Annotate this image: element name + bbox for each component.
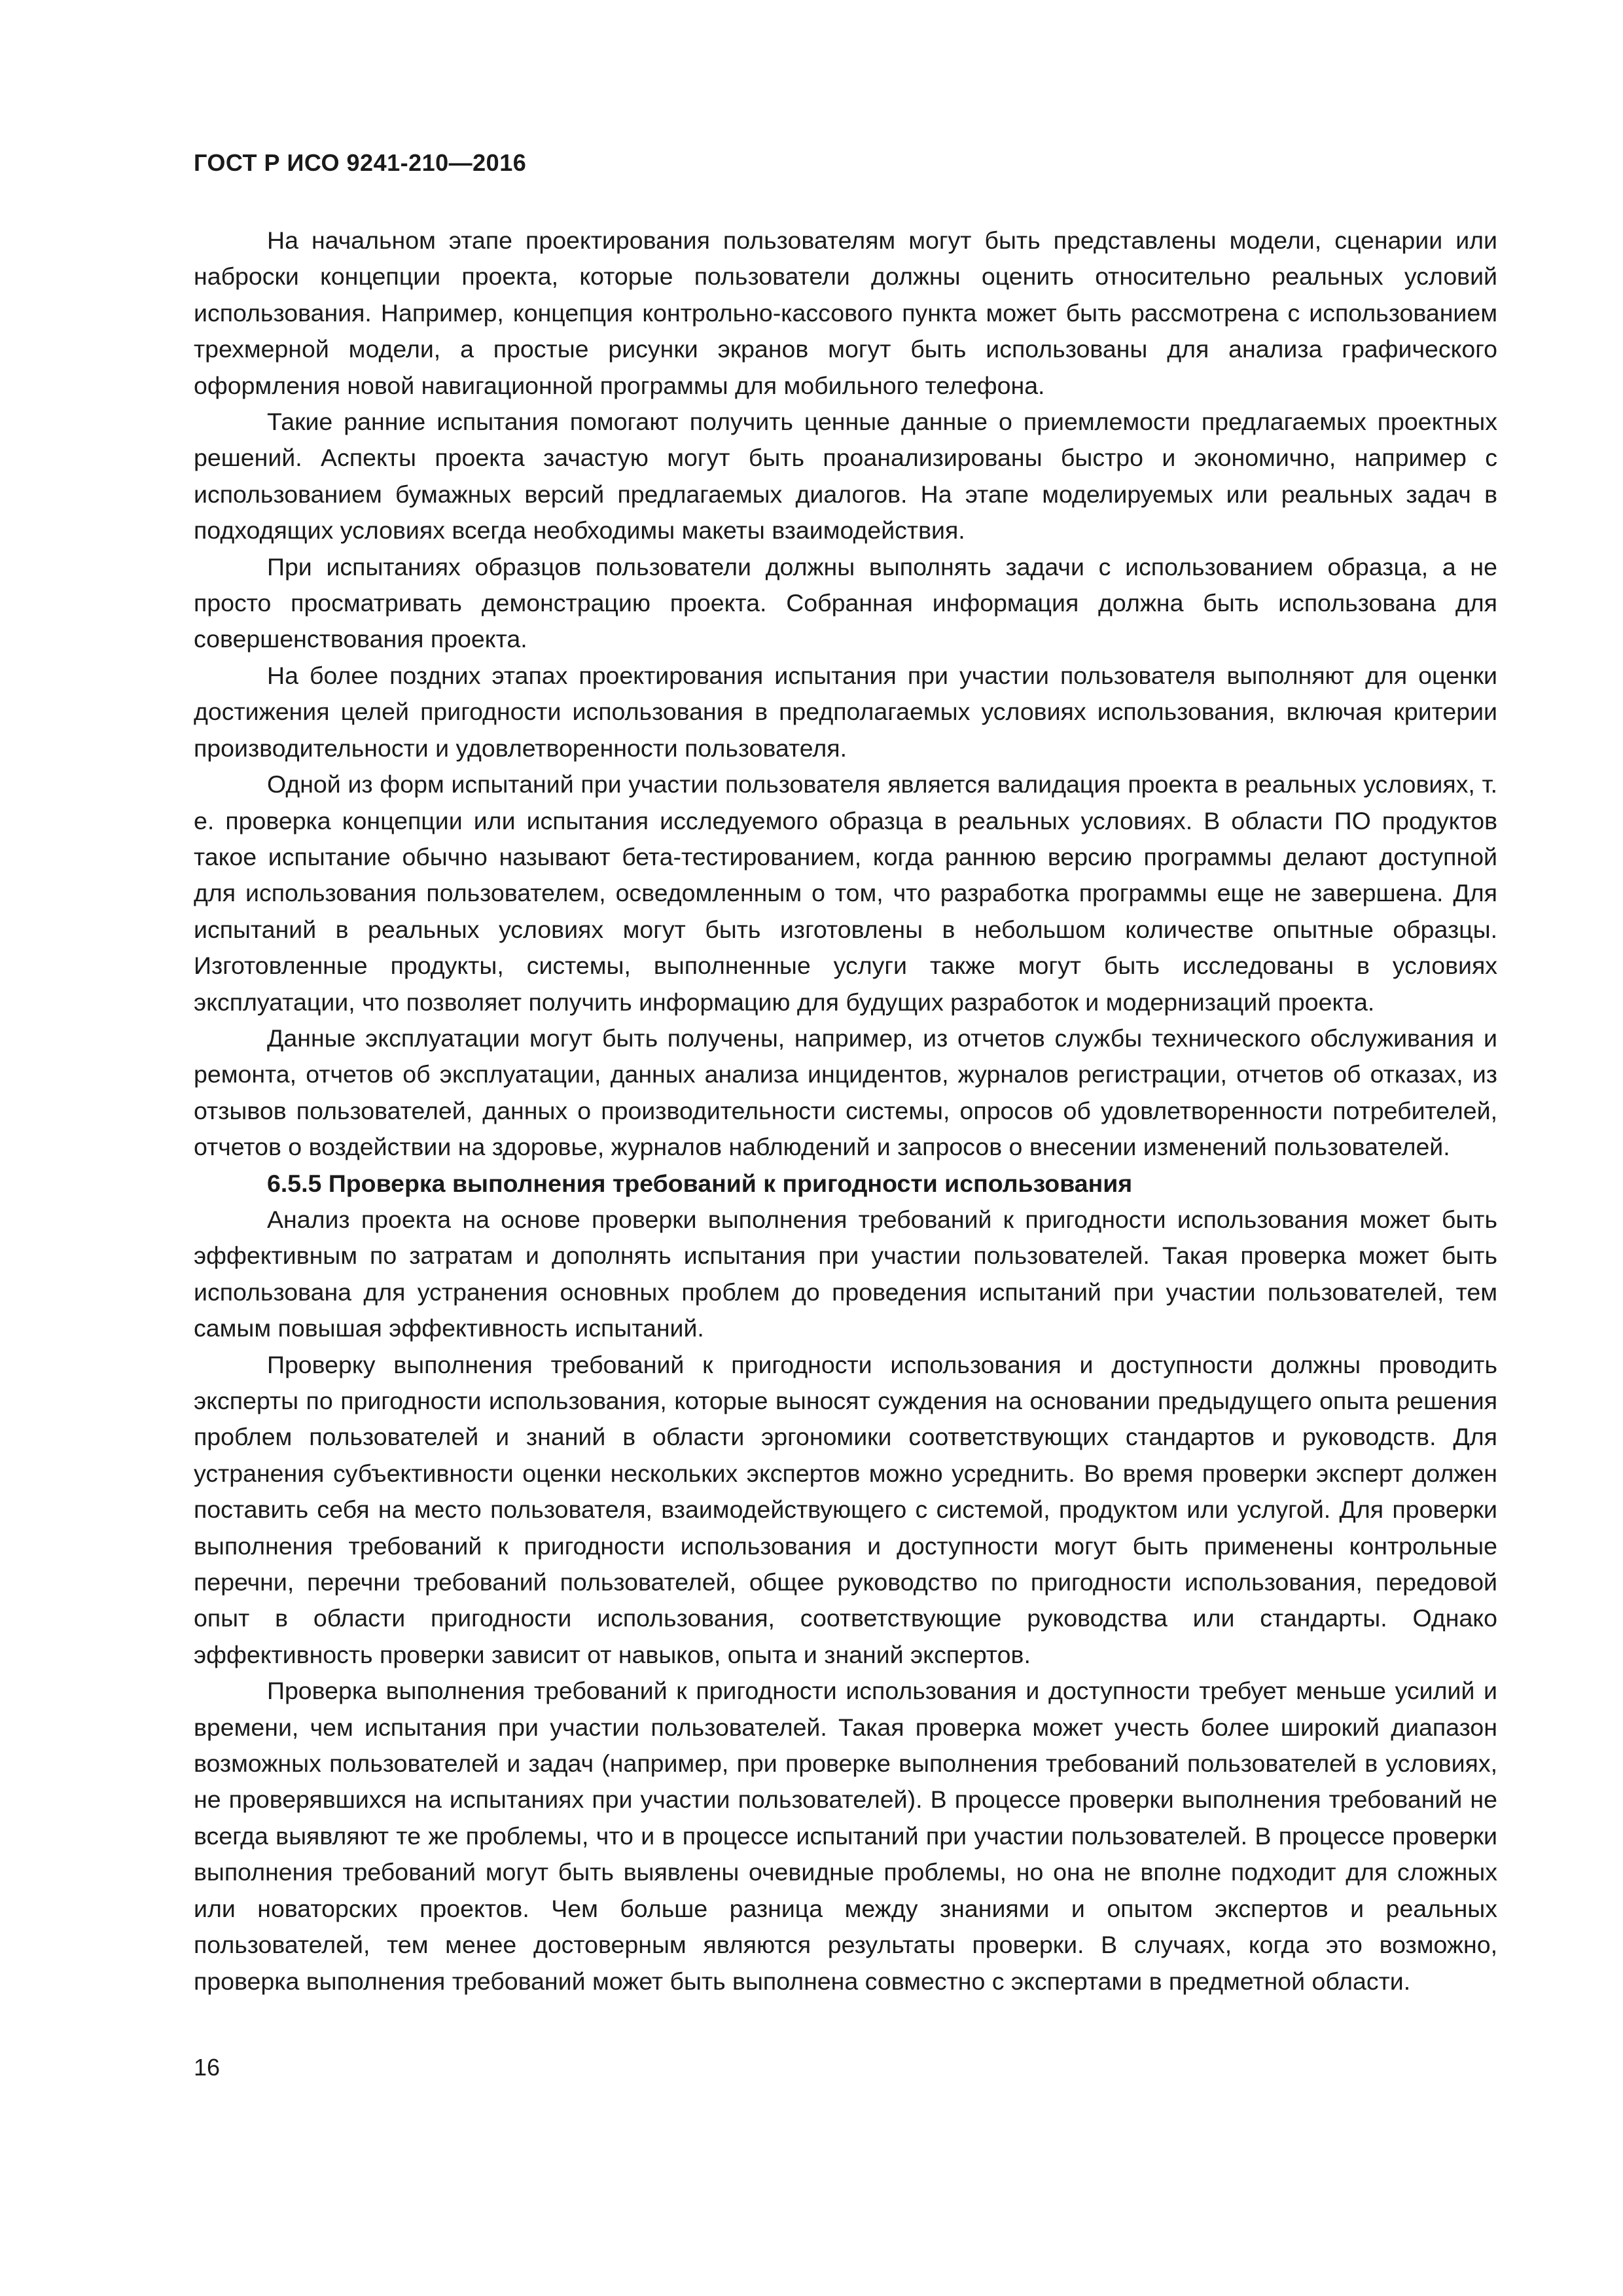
body-paragraph: При испытаниях образцов пользователи должны выполнять задачи с использованием образца, а не просто просматривать демонстрацию проекта. Собранная информация должна быть использована для совершенствования проекта. bbox=[194, 552, 1497, 653]
section-heading: 6.5.5 Проверка выполнения требований к пригодности использования bbox=[267, 1169, 1133, 1197]
body-paragraph: Такие ранние испытания помогают получить ценные данные о приемлемости предлагаемых проектных решений. Аспекты проекта зачастую могут быть проанализированы быстро и экономично, например с использованием бумажных версий предлагаемых диалогов. На этапе моделируемых или реальных задач в подходящих условиях всегда необходимы макеты взаимодействия. bbox=[194, 408, 1497, 545]
body-paragraph: Данные эксплуатации могут быть получены, например, из отчетов службы технического обслуживания и ремонта, отчетов об эксплуатации, данных анализа инцидентов, журналов регистрации, отчетов об отказах, из отзывов пользователей, данных о производительности системы, опросов об удовлетворенности потребителей, отчетов о воздействии на здоровье, журналов наблюдений и запросов о внесении изменений пользователей. bbox=[194, 1024, 1497, 1161]
section-paragraph: Анализ проекта на основе проверки выполнения требований к пригодности использования может быть эффективным по затратам и дополнять испытания при участии пользователей. Такая проверка может быть использована для устранения основных проблем до проведения испытаний при участии пользователей, тем самым повышая эффективность испытаний. bbox=[194, 1205, 1497, 1342]
section-paragraph: Проверка выполнения требований к пригодности использования и доступности требует меньше усилий и времени, чем испытания при участии пользователей. Такая проверка может учесть более широкий диапазон возможных пользователей и задач (например, при проверке выполнения требований пользователей в условиях, не проверявшихся на испытаниях при участии пользователей). В процессе проверки выполнения требований не всегда выявляют те же проблемы, что и в процессе испытаний при участии пользователей. В процессе проверки выполнения требований могут быть выявлены очевидные проблемы, но она не вполне подходит для сложных или новаторских проектов. Чем больше разница между знаниями и опытом экспертов и реальных пользователей, тем менее достоверным являются результаты проверки. В случаях, когда это возможно, проверка выполнения требований может быть выполнена совместно с экспертами в предметной области. bbox=[194, 1677, 1497, 1995]
body-paragraph: На более поздних этапах проектирования испытания при участии пользователя выполняют для оценки достижения целей пригодности использования в предполагаемых условиях использования, включая критерии производительности и удовлетворенности пользователя. bbox=[194, 661, 1497, 762]
section-paragraph: Проверку выполнения требований к пригодности использования и доступности должны проводить эксперты по пригодности использования, которые выносят суждения на основании предыдущего опыта решения проблем пользователей и знаний в области эргономики соответствующих стандартов и руководств. Для устранения субъективности оценки нескольких экспертов можно усреднить. Во время проверки эксперт должен поставить себя на место пользователя, взаимодействующего с системой, продуктом или услугой. Для проверки выполнения требований к пригодности использования и доступности могут быть применены контрольные перечни, перечни требований пользователей, общее руководство по пригодности использования, передовой опыт в области пригодности использования, соответствующие руководства или стандарты. Однако эффективность проверки зависит от навыков, опыта и знаний экспертов. bbox=[194, 1350, 1497, 1668]
page-body bbox=[194, 223, 1497, 2000]
standard-header: ГОСТ Р ИСО 9241-210—2016 bbox=[194, 149, 527, 176]
page-number: 16 bbox=[194, 2054, 221, 2081]
body-paragraph: Одной из форм испытаний при участии пользователя является валидация проекта в реальных условиях, т. е. проверка концепции или испытания исследуемого образца в реальных условиях. В области ПО продуктов такое испытание обычно называют бета-тестированием, когда раннюю версию программы делают доступной для использования пользователем, осведомленным о том, что разработка программы еще не завершена. Для испытаний в реальных условиях могут быть изготовлены в небольшом количестве опытные образцы. Изготовленные продукты, системы, выполненные услуги также могут быть исследованы в условиях эксплуатации, что позволяет получить информацию для будущих разработок и модернизаций проекта. bbox=[194, 770, 1497, 1016]
body-paragraph: На начальном этапе проектирования пользователям могут быть представлены модели, сценарии или наброски концепции проекта, которые пользователи должны оценить относительно реальных условий использования. Например, концепция контрольно-кассового пункта может быть рассмотрена с использованием трехмерной модели, а простые рисунки экранов могут быть использованы для анализа графического оформления новой навигационной программы для мобильного телефона. bbox=[194, 226, 1497, 399]
